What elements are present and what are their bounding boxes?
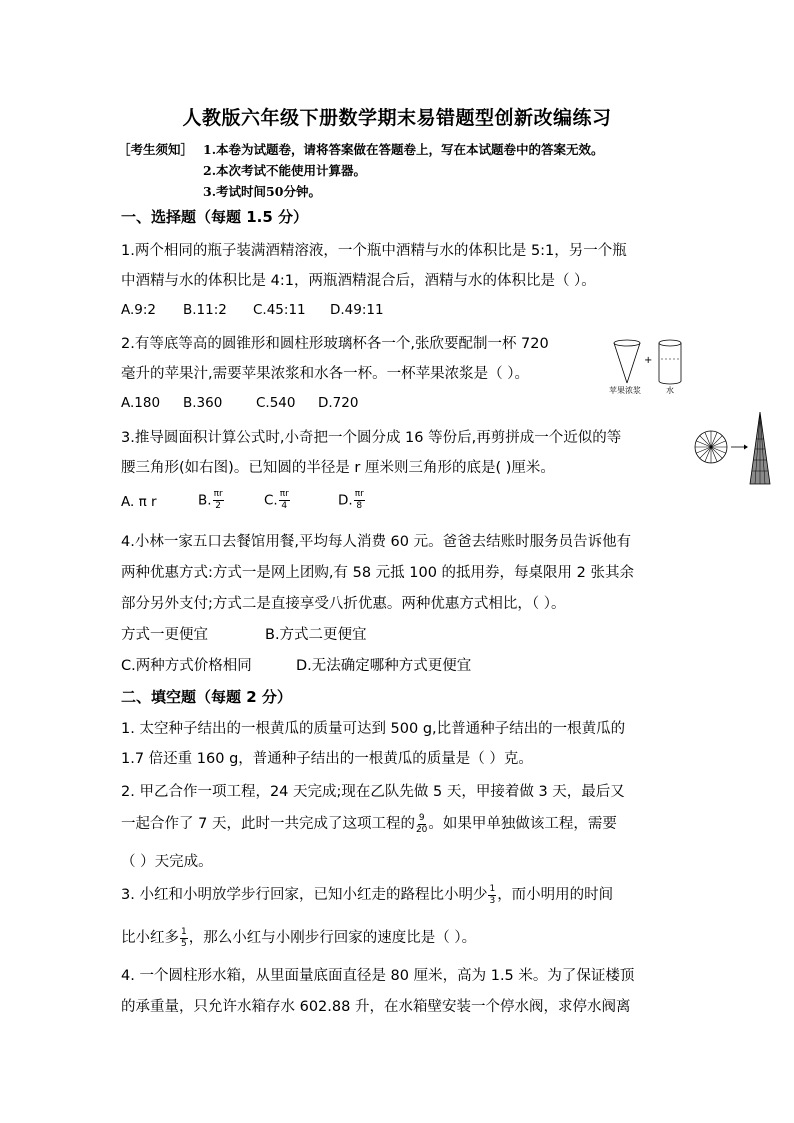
q4-option-c: C.两种方式价格相同 xyxy=(121,658,252,674)
cone-right-edge xyxy=(627,343,640,383)
s2-q2-line-3: （ ）天完成。 xyxy=(121,854,213,870)
notice-item-2: 2.本次考试不能使用计算器。 xyxy=(203,163,367,178)
q2-option-c: C.540 xyxy=(256,395,296,411)
q1-line-2: 中酒精与水的体积比是 4:1，两瓶酒精混合后，酒精与水的体积比是（ ）。 xyxy=(121,273,596,289)
s2-q2-line-2 xyxy=(121,812,617,835)
q4-option-a: 方式一更便宜 xyxy=(121,627,208,643)
cone-top-rim xyxy=(614,340,640,346)
q1-option-d: D.49:11 xyxy=(330,302,384,318)
notice-item-3: 3.考试时间50分钟。 xyxy=(203,184,321,199)
s2-q3-line-1-start: 3. 小红和小明放学步行回家，已知小红走的路程比小明少 xyxy=(121,887,488,903)
s2-q3-line-2 xyxy=(121,926,476,949)
q3-option-b-denominator: 2 xyxy=(215,501,221,511)
q3-option-c-label: C. xyxy=(264,492,278,509)
sectored-circle xyxy=(695,431,727,463)
s2-q4-line-1: 4. 一个圆柱形水箱，从里面量底面直径是 80 厘米，高为 1.5 米。为了保证楼顶 xyxy=(121,968,635,984)
q3-option-d xyxy=(338,490,366,511)
s2-q3-fraction-1-denominator: 3 xyxy=(489,895,496,906)
q3-line-1: 3.推导圆面积计算公式时,小奇把一个圆分成 16 等份后,再剪拼成一个近似的等 xyxy=(121,430,622,446)
q2-line-1: 2.有等底等高的圆锥形和圆柱形玻璃杯各一个,张欣要配制一杯 720 xyxy=(121,336,549,352)
isosceles-triangle xyxy=(750,412,770,484)
s2-q2-fraction-numerator: 9 xyxy=(418,812,425,823)
q3-option-b-numerator: πr xyxy=(213,489,223,499)
q4-line-2: 两种优惠方式:方式一是网上团购,有 58 元抵 100 的抵用券，每桌限用 2 张其余 xyxy=(121,565,634,581)
s2-q1-line-1: 1. 太空种子结出的一根黄瓜的质量可达到 500 g,比普通种子结出的一根黄瓜的 xyxy=(121,721,626,737)
q4-line-3: 部分另外支付;方式二是直接享受八折优惠。两种优惠方式相比，（ ）。 xyxy=(121,596,566,612)
s2-q3-fraction-2 xyxy=(180,928,188,949)
q3-option-c-fraction xyxy=(279,490,290,511)
q3-option-d-numerator: πr xyxy=(354,489,364,499)
s2-q2-line-2-start: 一起合作了 7 天，此时一共完成了这项工程的 xyxy=(121,816,415,832)
q4-line-1: 4.小林一家五口去餐馆用餐,平均每人消费 60 元。爸爸去结账时服务员告诉他有 xyxy=(121,534,632,550)
figure-plus-sign: + xyxy=(644,355,653,366)
s2-q3-line-2-end: ，那么小红与小刚步行回家的速度比是（ ）。 xyxy=(188,930,477,946)
q2-option-d: D.720 xyxy=(318,395,359,411)
circle-to-triangle-figure xyxy=(694,410,782,486)
figure-label-juice: 苹果浓浆 xyxy=(609,386,641,395)
s2-q3-line-2-start: 比小红多 xyxy=(121,930,179,946)
notice-item-1: 1.本卷为试题卷，请将答案做在答题卷上，写在本试题卷中的答案无效。 xyxy=(203,142,604,157)
q3-option-c xyxy=(264,490,291,511)
q3-option-b xyxy=(198,490,225,511)
q1-option-b: B.11:2 xyxy=(183,302,227,318)
figure-label-water: 水 xyxy=(666,386,674,395)
s2-q2-line-2-end: 。如果甲单独做该工程，需要 xyxy=(428,816,617,832)
s2-q3-fraction-1-numerator: 1 xyxy=(489,883,496,894)
s2-q2-line-1: 2. 甲乙合作一项工程，24 天完成;现在乙队先做 5 天，甲接着做 3 天，最后又 xyxy=(121,784,625,800)
figure-arrow-head xyxy=(744,445,748,450)
q1-line-1: 1.两个相同的瓶子装满酒精溶液，一个瓶中酒精与水的体积比是 5:1，另一个瓶 xyxy=(121,243,627,259)
section-heading-fill-blank: 二、填空题（每题 2 分） xyxy=(121,688,292,706)
section-heading-choice: 一、选择题（每题 1.5 分） xyxy=(121,208,309,226)
notice-label: ［考生须知］ xyxy=(118,142,194,157)
cone-left-edge xyxy=(614,343,627,383)
q1-option-a: A.9:2 xyxy=(121,302,157,318)
q3-option-a: A. π r xyxy=(121,494,157,510)
s2-q3-fraction-2-denominator: 5 xyxy=(181,938,187,949)
q3-option-c-numerator: πr xyxy=(279,489,289,499)
q2-option-b: B.360 xyxy=(183,395,223,411)
s2-q2-fraction-denominator: 20 xyxy=(415,824,428,835)
q3-option-d-denominator: 8 xyxy=(356,501,363,511)
cylinder-top-rim xyxy=(659,340,681,346)
s2-q2-fraction xyxy=(416,814,427,835)
cylinder-bottom-rim xyxy=(659,381,681,384)
q3-option-c-denominator: 4 xyxy=(281,501,288,511)
page-title: 人教版六年级下册数学期末易错题型创新改编练习 xyxy=(182,107,612,129)
s2-q3-line-1-end: ，而小明用的时间 xyxy=(497,887,614,903)
q3-line-2: 腰三角形(如右图)。已知圆的半径是 r 厘米则三角形的底是( )厘米。 xyxy=(121,460,555,476)
q2-option-a: A.180 xyxy=(121,395,161,411)
s2-q3-line-1 xyxy=(121,883,613,906)
q1-option-c: C.45:11 xyxy=(253,302,306,318)
q3-option-b-label: B. xyxy=(198,492,212,509)
q4-option-d: D.无法确定哪种方式更便宜 xyxy=(296,658,472,674)
s2-q3-fraction-1 xyxy=(488,885,496,906)
q2-line-2: 毫升的苹果汁,需要苹果浓浆和水各一杯。一杯苹果浓浆是（ ）。 xyxy=(121,366,529,382)
s2-q3-fraction-2-numerator: 1 xyxy=(181,926,187,937)
s2-q1-line-2: 1.7 倍还重 160 g，普通种子结出的一根黄瓜的质量是（ ）克。 xyxy=(121,751,533,767)
s2-q4-line-2: 的承重量，只允许水箱存水 602.88 升，在水箱壁安装一个停水阀，求停水阀离 xyxy=(121,999,631,1015)
q4-option-b: B.方式二更便宜 xyxy=(265,627,367,643)
q3-option-d-fraction xyxy=(354,490,365,511)
q3-option-d-label: D. xyxy=(338,492,353,509)
q3-option-b-fraction xyxy=(213,490,224,511)
